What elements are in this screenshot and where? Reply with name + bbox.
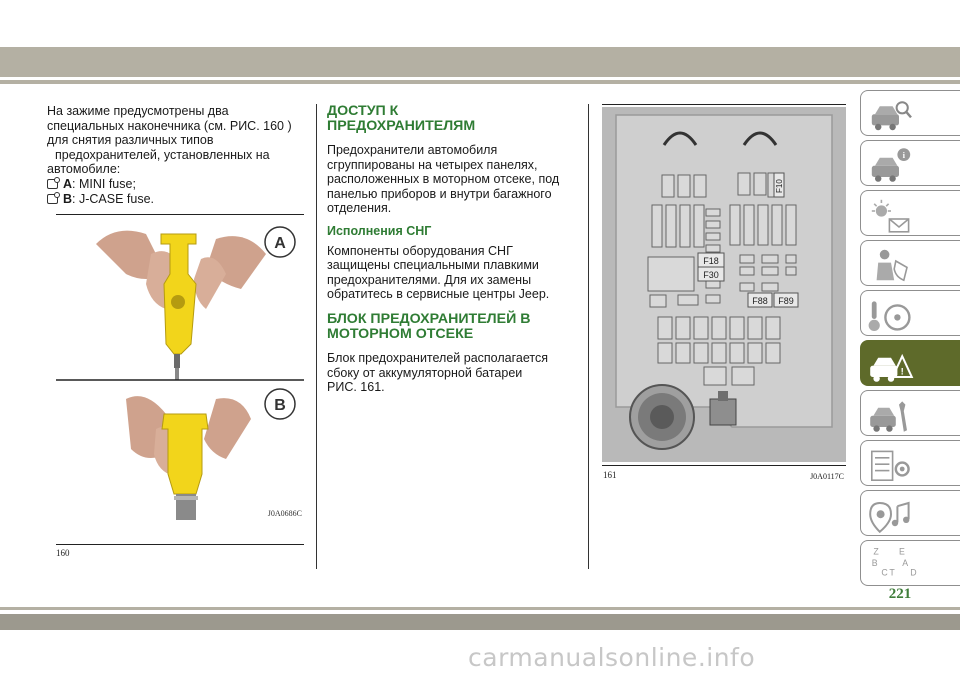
paragraph-line: сгруппированы на четырех панелях, [327,157,538,172]
heading-line: ДОСТУП К [327,103,399,119]
paragraph-line: расположенных в моторном отсеке, под [327,172,560,187]
index-letter: A [902,557,909,568]
index-letter: Z [873,546,879,557]
legend-text: : MINI fuse; [72,177,136,192]
fuse-label-f30: F30 [703,270,719,280]
paragraph-line: сбоку от аккумуляторной батареи [327,365,523,380]
section-heading [327,104,582,134]
intro-text-line: для снятия различных типов [47,133,214,148]
car-maintenance-icon [867,395,915,440]
page-number: 221 [888,586,912,602]
header-rule [0,80,960,84]
legend-letter: B [63,192,73,207]
legend-item-b [47,192,309,207]
figure-code: J0A0117C [810,472,844,481]
tag-icon [47,179,58,189]
seat-safety-icon [867,245,915,290]
paragraph-line: РИС. 161. [327,380,385,395]
subsection-heading: Исполнения СНГ [327,223,432,238]
figure-code: J0A0686C [267,509,302,518]
header-band [0,47,960,77]
index-letter: T [889,567,895,578]
emergency-car-icon [867,345,915,390]
paragraph-line: предохранителями. Для их замены [327,272,532,287]
fuse-label-f18: F18 [703,256,719,266]
index-letter: B [871,557,878,568]
fuse-label-f10: F10 [775,179,784,193]
callout-b-label: B [274,397,286,414]
paragraph-line: обратитесь в сервисные центры Jeep. [327,287,550,302]
chapter-tab-seat-safety[interactable] [860,240,960,286]
footer-rule [0,607,960,610]
footer-band [0,614,960,630]
photo-a [96,231,266,380]
intro-text-line: автомобиле: [47,162,121,177]
chapter-tab-car-search[interactable] [860,90,960,136]
intro-text-line: специальных наконечника (см. РИС. 160 ) [47,118,292,133]
legend-letter: A [63,177,73,192]
watermark-text: carmanualsonline.info [468,643,756,672]
section-heading [327,312,582,342]
paragraph-line: отделения. [327,201,392,216]
column-divider [316,104,317,569]
svg-text:i: i [902,149,906,160]
index-letter: E [899,546,905,557]
fuse-label-f88: F88 [752,296,768,306]
paragraph-line: защищены специальными плавкими [327,258,539,273]
paragraph-line: Предохранители автомобиля [327,143,498,157]
index-letter: C [881,567,888,578]
paragraph-line: Блок предохранителей располагается [327,350,548,365]
intro-text-line: предохранителей, установленных на [55,147,270,162]
chapter-tab-multimedia[interactable] [860,490,960,536]
chapter-tab-warning-lights[interactable] [860,190,960,236]
chapter-tab-index[interactable] [860,540,960,586]
figure-number: 160 [56,548,70,558]
heading-line: БЛОК ПРЕДОХРАНИТЕЛЕЙ В [327,310,531,327]
fuse-label-f89: F89 [778,296,794,306]
heading-line: ПРЕДОХРАНИТЕЛЯМ [327,118,476,134]
figure-bottom-rule [56,544,304,545]
figure-number: 161 [603,470,617,480]
fuse-box-figure [602,107,846,462]
index-letter: D [910,567,917,578]
svg-text:!: ! [900,366,904,378]
figure-bottom-rule [602,465,846,466]
chapter-tab-emergency[interactable] [860,340,960,386]
chapter-tab-car-info[interactable] [860,140,960,186]
index-icon [867,545,915,579]
warning-lights-icon [867,195,915,240]
intro-text-line: На зажиме предусмотрены два [47,104,229,118]
technical-data-icon [867,445,915,490]
tag-icon [47,194,58,204]
car-search-icon [867,95,915,140]
photo-b [126,396,251,520]
chapter-tab-maintenance[interactable] [860,390,960,436]
paragraph-line: Компоненты оборудования СНГ [327,243,513,258]
column-divider [588,104,589,569]
middle-column-text [327,104,582,395]
legend-text: : J-CASE fuse. [72,192,155,207]
heading-line: МОТОРНОМ ОТСЕКЕ [327,325,474,342]
legend-item-a [47,177,309,192]
fuse-puller-figure [56,214,304,544]
steering-key-icon [867,295,915,340]
left-column-text [47,104,309,207]
chapter-tab-steering-key[interactable] [860,290,960,336]
callout-a-label: A [274,235,286,252]
multimedia-icon [867,495,915,540]
car-info-icon [867,145,915,190]
chapter-tab-technical-data[interactable] [860,440,960,486]
figure-top-rule [602,104,846,105]
paragraph-line: панелью приборов и внутри багажного [327,186,552,201]
